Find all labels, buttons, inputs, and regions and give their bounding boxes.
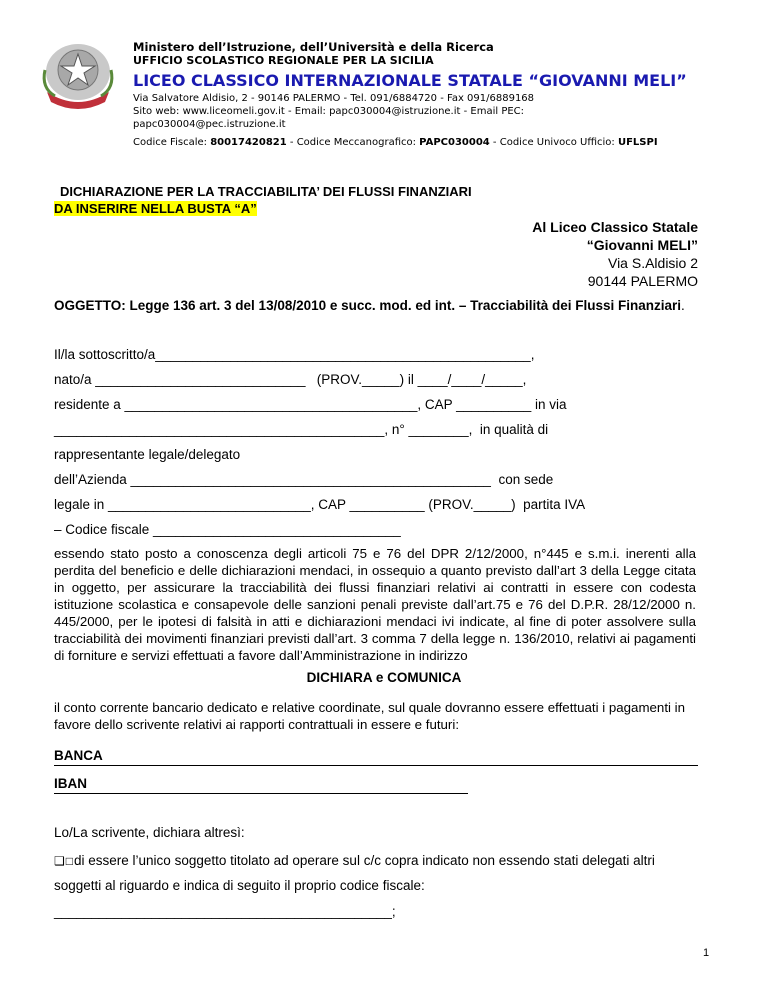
mecc-value: PAPC030004 [419, 137, 490, 148]
page-number: 1 [703, 947, 710, 959]
iban-field: IBAN [54, 775, 468, 794]
declares-heading: DICHIARA e COMUNICA [306, 670, 462, 685]
option-sole-operator [54, 853, 655, 868]
document-title: DICHIARAZIONE PER LA TRACCIABILITA’ DEI FLUSSI FINANZIARI [60, 184, 472, 199]
recipient-line1: Al Liceo Classico Statale [532, 219, 698, 235]
school-name: LICEO CLASSICO INTERNAZIONALE STATALE “GIOVANNI MELI” [133, 71, 687, 90]
mecc-label: - Codice Meccanografico: [286, 137, 420, 148]
recipient-line3: Via S.Aldisio 2 [607, 255, 698, 271]
checkbox-glyph: □ [65, 854, 75, 868]
also-declares: Lo/La scrivente, dichiara altresì: [54, 825, 245, 840]
uff-label: - Codice Univoco Ufficio: [489, 137, 618, 148]
form-line-seat: legale in ___________________________, CAP __________ (PROV._____) partita IVA [54, 497, 586, 512]
recipient-address [532, 218, 698, 290]
cf-label: Codice Fiscale: [133, 137, 211, 148]
school-web: Sito web: www.liceomeli.gov.it - Email: papc030004@istruzione.it - Email PEC: [133, 106, 525, 117]
option-text: di essere l’unico soggetto titolato ad operare sul c/c copra indicato non essendo stati delegati altri [74, 853, 655, 868]
option-text-continued: soggetti al riguardo e indica di seguito il proprio codice fiscale: [54, 878, 425, 893]
form-line-birth: nato/a ____________________________ (PROV._____) il ____/____/_____, [54, 372, 527, 387]
regional-office: UFFICIO SCOLASTICO REGIONALE PER LA SICILIA [133, 54, 434, 67]
recipient-line2: “Giovanni MELI” [586, 237, 698, 253]
document-subtitle-highlight: DA INSERIRE NELLA BUSTA “A” [54, 201, 257, 216]
checkbox-icon: ❑ [54, 854, 66, 868]
ministry-name: Ministero dell’Istruzione, dell’Università e della Ricerca [133, 40, 494, 54]
subject [54, 297, 696, 314]
bank-field: BANCA [54, 747, 698, 766]
school-address: Via Salvatore Aldisio, 2 - 90146 PALERMO - Tel. 091/6884720 - Fax 091/6889168 [133, 93, 535, 104]
subject-text: OGGETTO: Legge 136 art. 3 del 13/08/2010 e succ. mod. ed int. – Tracciabilità dei Flussi Finanziari [54, 298, 681, 313]
recipient-line4: 90144 PALERMO [587, 273, 698, 289]
school-pec: papc030004@pec.istruzione.it [133, 119, 286, 130]
subject-end: . [680, 298, 685, 313]
letterhead [133, 40, 753, 149]
account-paragraph: il conto corrente bancario dedicato e relative coordinate, sul quale dovranno essere effettuati i pagamenti in favore dello scrivente relativi ai rapporti contrattuali in essere e futuri: [54, 700, 686, 732]
republic-emblem-logo [33, 40, 123, 110]
form-line-name: Il/la sottoscritto/a__________________________________________________, [54, 347, 535, 362]
declaration-paragraph: essendo stato posto a conoscenza degli articoli 75 e 76 del DPR 2/12/2000, n°445 e s.m.i. inerenti alla perdita del beneficio e delle dichiarazioni mendaci, in ossequio a quanto previsto dall’art 3 della Legge citata in oggetto, per assicurare la tracciabilità dei flussi finanziari relativi ai contratti in essere con codesta istituzione scolastica e consapevole delle sanzioni penali previste dall’art.75 e 76 del D.P.R. 28/12/2000 n. 445/2000, per le ipotesi di falsità in atti e dichiarazioni mendaci ivi indicate, al fine di poter assolvere sulla tracciabilità dei movimenti finanziari previsti dall’art. 3 comma 7 della legge n. 136/2010, relativi ai pagamenti di forniture e servizi effettuati a favore dall’Amministrazione in indirizzo [54, 546, 696, 663]
form-line-residence: residente a _______________________________________, CAP __________ in via [54, 397, 567, 412]
form-line-company: dell’Azienda ________________________________________________ con sede [54, 472, 554, 487]
form-line-role: rappresentante legale/delegato [54, 447, 241, 462]
tax-code-line: _____________________________________________; [54, 904, 396, 919]
school-codes [133, 136, 753, 149]
form-line-street: ____________________________________________, n° ________, in qualità di [54, 422, 549, 437]
uff-value: UFLSPI [617, 137, 658, 148]
cf-value: 80017420821 [210, 137, 287, 148]
form-line-tax-code: – Codice fiscale _________________________________ [54, 522, 401, 537]
